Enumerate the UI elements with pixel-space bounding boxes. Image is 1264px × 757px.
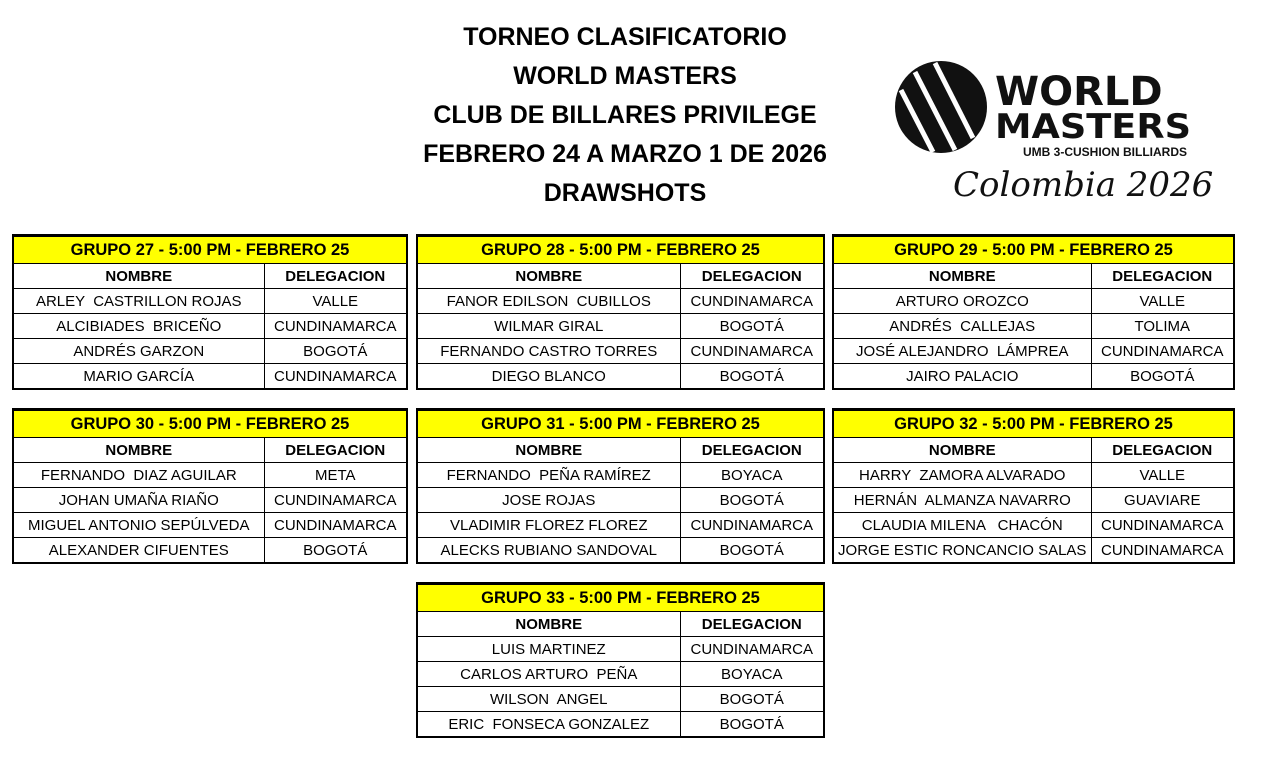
logo-line-3: UMB 3-CUSHION BILLIARDS [1023,145,1187,159]
player-delegation: CUNDINAMARCA [680,289,823,314]
group-table [416,408,825,564]
title-line-2: WORLD MASTERS [513,62,737,90]
table-row [14,513,406,538]
player-name: FERNANDO PEÑA RAMÍREZ [418,463,680,488]
player-name: CARLOS ARTURO PEÑA [418,662,680,687]
player-delegation: CUNDINAMARCA [264,488,406,513]
column-header-delegation: DELEGACION [680,264,823,289]
player-delegation: BOYACA [680,662,823,687]
group-table [416,582,825,738]
table-row [834,339,1233,364]
group-title: GRUPO 29 - 5:00 PM - FEBRERO 25 [834,237,1233,264]
group-table [832,234,1235,390]
player-name: ANDRÉS CALLEJAS [834,314,1091,339]
player-delegation: META [264,463,406,488]
column-header-delegation: DELEGACION [680,612,823,637]
logo-line-4: Colombia 2026 [953,165,1213,205]
table-row [14,488,406,513]
player-delegation: BOGOTÁ [680,687,823,712]
player-name: ANDRÉS GARZON [14,339,264,364]
column-header-delegation: DELEGACION [264,264,406,289]
player-delegation: CUNDINAMARCA [1091,513,1233,538]
title-line-1: TORNEO CLASIFICATORIO [463,23,787,51]
player-name: DIEGO BLANCO [418,364,680,389]
group-title: GRUPO 33 - 5:00 PM - FEBRERO 25 [418,585,823,612]
player-name: HERNÁN ALMANZA NAVARRO [834,488,1091,513]
table-row [14,364,406,389]
group-title: GRUPO 27 - 5:00 PM - FEBRERO 25 [14,237,406,264]
column-header-name: NOMBRE [834,264,1091,289]
column-header-name: NOMBRE [14,264,264,289]
table-row [418,687,823,712]
player-name: MARIO GARCÍA [14,364,264,389]
table-row [418,513,823,538]
player-delegation: VALLE [1091,289,1233,314]
column-header-delegation: DELEGACION [1091,438,1233,463]
table-row [418,314,823,339]
player-delegation: BOGOTÁ [680,538,823,563]
tournament-title [370,18,880,213]
group-title: GRUPO 31 - 5:00 PM - FEBRERO 25 [418,411,823,438]
player-name: CLAUDIA MILENA CHACÓN [834,513,1091,538]
group-title: GRUPO 32 - 5:00 PM - FEBRERO 25 [834,411,1233,438]
table-row [418,364,823,389]
table-row [834,488,1233,513]
player-name: JOHAN UMAÑA RIAÑO [14,488,264,513]
column-header-name: NOMBRE [418,438,680,463]
table-row [418,463,823,488]
column-header-name: NOMBRE [418,264,680,289]
player-delegation: CUNDINAMARCA [264,364,406,389]
player-name: ARTURO OROZCO [834,289,1091,314]
player-delegation: BOGOTÁ [264,538,406,563]
player-delegation: CUNDINAMARCA [264,314,406,339]
player-name: WILMAR GIRAL [418,314,680,339]
logo-line-2: MASTERS [995,107,1191,147]
player-delegation: BOYACA [680,463,823,488]
table-row [834,538,1233,563]
player-name: JOSE ROJAS [418,488,680,513]
player-name: LUIS MARTINEZ [418,637,680,662]
group-title: GRUPO 28 - 5:00 PM - FEBRERO 25 [418,237,823,264]
player-name: JAIRO PALACIO [834,364,1091,389]
player-name: MIGUEL ANTONIO SEPÚLVEDA [14,513,264,538]
table-row [418,637,823,662]
table-row [14,463,406,488]
player-delegation: CUNDINAMARCA [1091,339,1233,364]
player-name: FERNANDO CASTRO TORRES [418,339,680,364]
player-delegation: BOGOTÁ [680,488,823,513]
logo-line-1: WORLD [995,69,1163,115]
table-row [14,339,406,364]
player-delegation: VALLE [264,289,406,314]
table-row [418,538,823,563]
table-row [834,364,1233,389]
table-row [418,712,823,737]
player-delegation: TOLIMA [1091,314,1233,339]
player-delegation: BOGOTÁ [264,339,406,364]
group-title: GRUPO 30 - 5:00 PM - FEBRERO 25 [14,411,406,438]
group-table [12,408,408,564]
player-name: FERNANDO DIAZ AGUILAR [14,463,264,488]
table-row [418,289,823,314]
player-name: JOSÉ ALEJANDRO LÁMPREA [834,339,1091,364]
player-delegation: BOGOTÁ [680,314,823,339]
player-delegation: BOGOTÁ [1091,364,1233,389]
column-header-delegation: DELEGACION [1091,264,1233,289]
table-row [834,513,1233,538]
column-header-name: NOMBRE [14,438,264,463]
table-row [418,339,823,364]
player-name: FANOR EDILSON CUBILLOS [418,289,680,314]
player-name: ALECKS RUBIANO SANDOVAL [418,538,680,563]
player-delegation: CUNDINAMARCA [264,513,406,538]
column-header-name: NOMBRE [834,438,1091,463]
table-row [418,488,823,513]
group-table [12,234,408,390]
table-row [834,463,1233,488]
title-line-5: DRAWSHOTS [543,179,707,207]
column-header-delegation: DELEGACION [264,438,406,463]
world-masters-logo [893,60,1213,210]
player-delegation: VALLE [1091,463,1233,488]
player-name: ALCIBIADES BRICEÑO [14,314,264,339]
player-delegation: GUAVIARE [1091,488,1233,513]
player-delegation: BOGOTÁ [680,712,823,737]
table-row [14,289,406,314]
player-name: VLADIMIR FLOREZ FLOREZ [418,513,680,538]
title-line-4: FEBRERO 24 A MARZO 1 DE 2026 [423,140,827,168]
column-header-name: NOMBRE [418,612,680,637]
player-delegation: BOGOTÁ [680,364,823,389]
player-name: WILSON ANGEL [418,687,680,712]
column-header-delegation: DELEGACION [680,438,823,463]
player-name: HARRY ZAMORA ALVARADO [834,463,1091,488]
table-row [834,289,1233,314]
player-delegation: CUNDINAMARCA [680,513,823,538]
group-table [832,408,1235,564]
table-row [14,314,406,339]
player-delegation: CUNDINAMARCA [1091,538,1233,563]
player-name: ARLEY CASTRILLON ROJAS [14,289,264,314]
player-name: JORGE ESTIC RONCANCIO SALAS [834,538,1091,563]
player-name: ALEXANDER CIFUENTES [14,538,264,563]
player-delegation: CUNDINAMARCA [680,637,823,662]
table-row [14,538,406,563]
billiard-ball-icon [895,61,987,153]
group-table [416,234,825,390]
table-row [418,662,823,687]
player-name: ERIC FONSECA GONZALEZ [418,712,680,737]
table-row [834,314,1233,339]
player-delegation: CUNDINAMARCA [680,339,823,364]
title-line-3: CLUB DE BILLARES PRIVILEGE [433,101,817,129]
